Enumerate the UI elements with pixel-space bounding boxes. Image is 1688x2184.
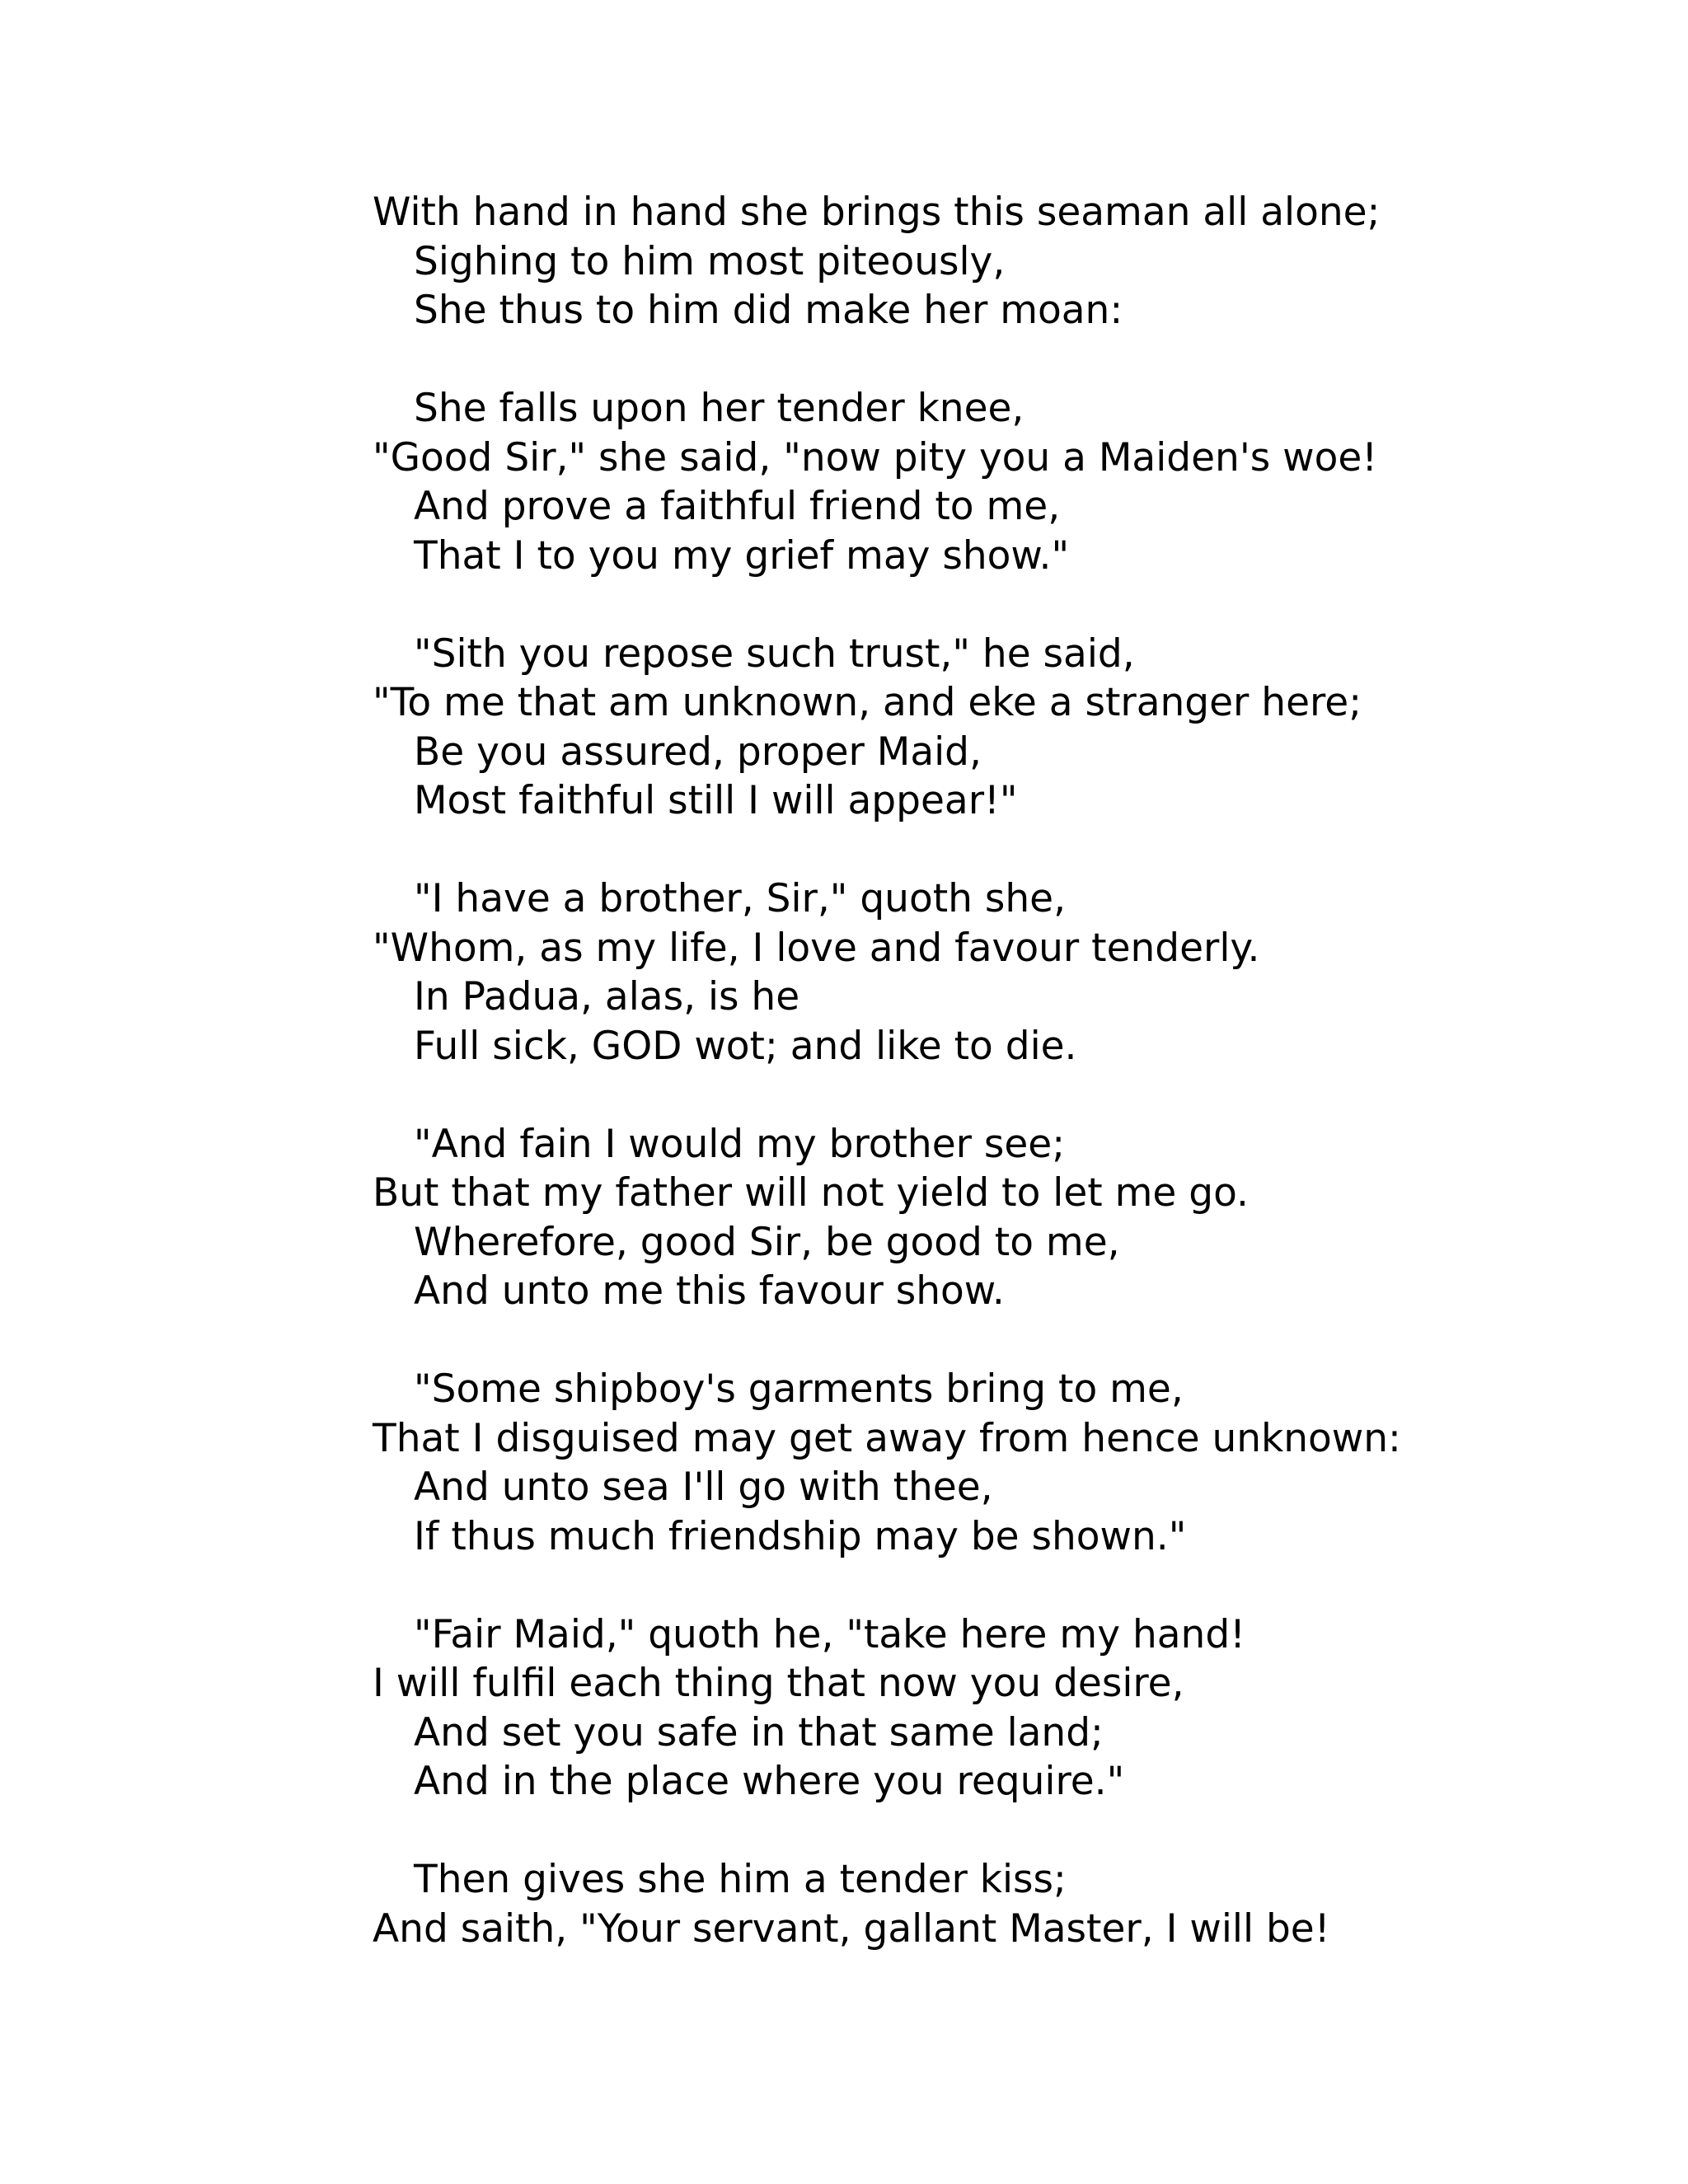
- poem-line: And unto sea I'll go with thee,: [414, 1465, 993, 1510]
- poem-line: And unto me this favour show.: [414, 1268, 1005, 1314]
- poem-line: "Fair Maid," quoth he, "take here my hand!: [414, 1611, 1246, 1657]
- poem-line: And prove a faithful friend to me,: [414, 484, 1061, 529]
- stanza: [373, 188, 1658, 335]
- poem-line: I will fulfil each thing that now you desire,: [373, 1661, 1184, 1706]
- poem-line: And in the place where you require.": [414, 1759, 1125, 1804]
- poem-line: Be you assured, proper Maid,: [414, 729, 982, 775]
- stanza: [373, 1120, 1658, 1316]
- poem-line: "And fain I would my brother see;: [414, 1121, 1066, 1167]
- poem-line: She thus to him did make her moan:: [414, 288, 1123, 333]
- poem-line: With hand in hand she brings this seaman all alone;: [373, 190, 1381, 235]
- poem-text: [373, 188, 1658, 2003]
- stanza: [373, 874, 1658, 1071]
- poem-line: "Some shipboy's garments bring to me,: [414, 1366, 1184, 1412]
- poem-line: "To me that am unknown, and eke a stranger here;: [373, 680, 1362, 725]
- poem-line: She falls upon her tender knee,: [414, 386, 1025, 431]
- poem-line: That I to you my grief may show.": [414, 532, 1070, 579]
- poem-line: That I disguised may get away from hence unknown:: [373, 1415, 1401, 1461]
- poem-line: Most faithful still I will appear!": [414, 778, 1018, 823]
- stanza: [373, 384, 1658, 580]
- stanza: [373, 630, 1658, 826]
- poem-line: Wherefore, good Sir, be good to me,: [414, 1219, 1120, 1265]
- poem-line: "Good Sir," she said, "now pity you a Maiden's woe!: [373, 434, 1378, 480]
- poem-line: "Whom, as my life, I love and favour tenderly.: [373, 925, 1260, 971]
- poem-line: And set you safe in that same land;: [414, 1709, 1104, 1755]
- stanza: [373, 1855, 1658, 1953]
- poem-line: "Sith you repose such trust," he said,: [414, 630, 1135, 677]
- poem-line: Then gives she him a tender kiss;: [414, 1857, 1067, 1902]
- poem-line: "I have a brother, Sir," quoth she,: [414, 876, 1067, 921]
- poem-line: In Padua, alas, is he: [414, 974, 800, 1019]
- poem-line: If thus much friendship may be shown.": [414, 1513, 1187, 1559]
- poem-line: Full sick, GOD wot; and like to die.: [414, 1023, 1077, 1069]
- stanza: [373, 1365, 1658, 1561]
- poem-line: Sighing to him most piteously,: [414, 238, 1006, 284]
- poem-line: And saith, "Your servant, gallant Master, I will be!: [373, 1905, 1330, 1952]
- poem-line: But that my father will not yield to let me go.: [373, 1170, 1249, 1216]
- stanza: [373, 1610, 1658, 1807]
